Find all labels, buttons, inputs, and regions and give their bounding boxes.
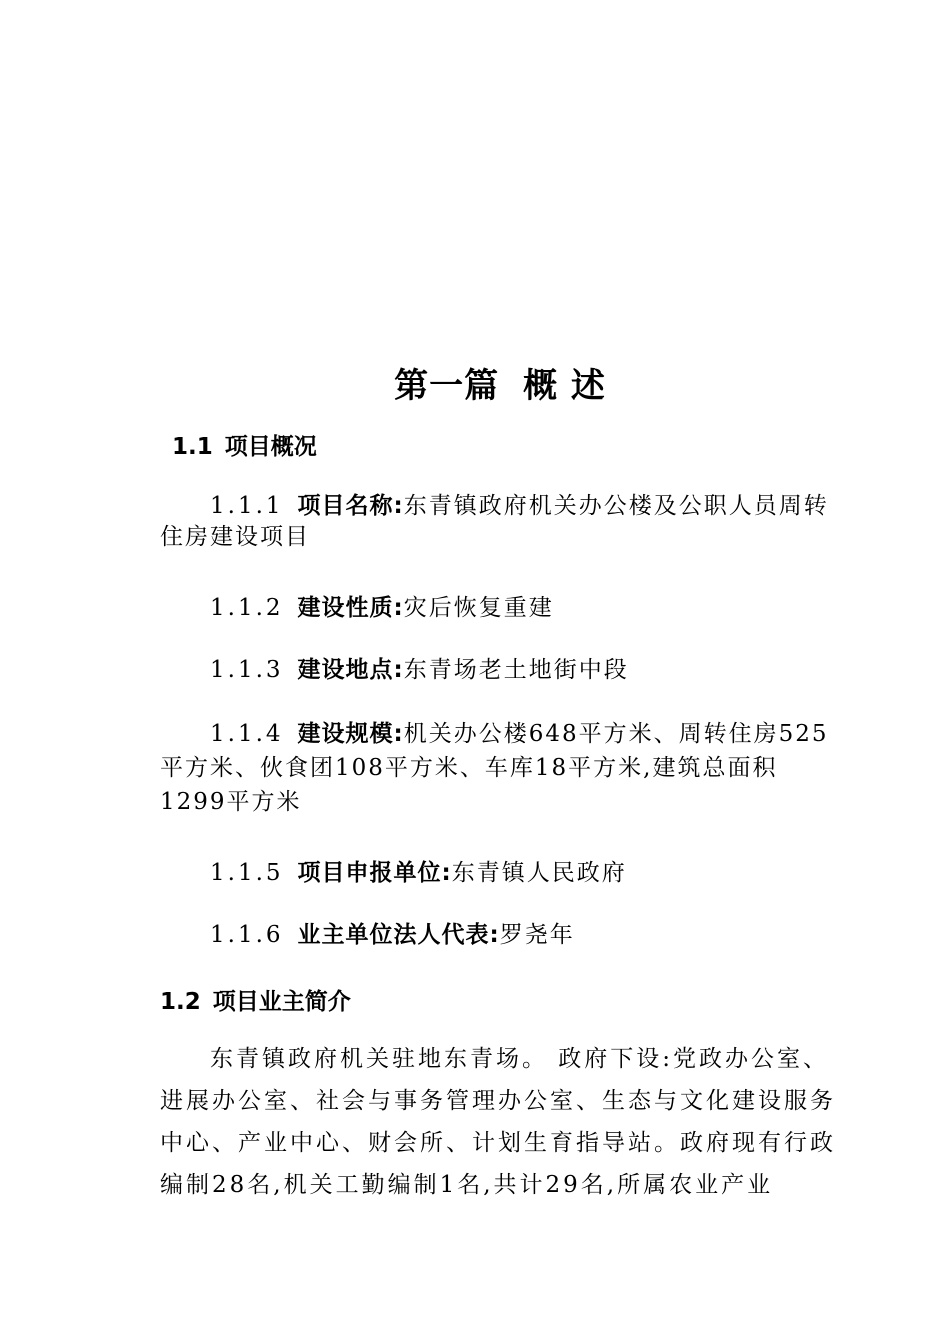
item-number: 1.1.1: [210, 493, 284, 519]
item-construction-site: [160, 655, 840, 686]
paragraph-text: 东青镇政府机关驻地东青场。 政府下设:党政办公室、进展办公室、社会与事务管理办公室、生态与文化建设服务中心、产业中心、财会所、计划生育指导站。政府现有行政编制28名,机关工勤编制1名,共计29名,所属农业产业: [160, 1046, 836, 1198]
item-legal-representative: [160, 920, 840, 951]
item-number: 1.1.2: [210, 595, 284, 621]
part-title-number: 第一篇: [394, 366, 500, 406]
section-heading-1-1: [172, 428, 317, 461]
item-value: 东青镇人民政府: [451, 860, 627, 886]
item-label: 项目名称:: [297, 493, 404, 519]
item-construction-scale: [160, 717, 840, 819]
section-number: 1.1: [172, 434, 213, 460]
item-construction-nature: [160, 593, 840, 624]
item-applicant-unit: [160, 858, 840, 889]
part-title: [0, 358, 950, 407]
item-label: 建设规模:: [297, 721, 404, 747]
item-value: 机关办公楼648平方米、周转住房525平方米、伙食团108平方米、车库18平方米,建筑总面积1299平方米: [160, 721, 829, 815]
item-project-name: [160, 491, 840, 553]
item-label: 业主单位法人代表:: [297, 922, 500, 948]
item-label: 建设地点:: [297, 657, 404, 683]
section-heading-1-2: [160, 983, 351, 1016]
item-value: 东青场老土地街中段: [403, 657, 629, 683]
owner-intro-paragraph: [160, 1038, 840, 1206]
item-value: 灾后恢复重建: [403, 595, 554, 621]
item-label: 建设性质:: [297, 595, 404, 621]
section-number: 1.2: [160, 989, 201, 1015]
section-title: 项目概况: [224, 434, 317, 460]
item-value: 罗尧年: [499, 922, 575, 948]
part-title-text: 概 述: [523, 366, 606, 406]
item-number: 1.1.5: [210, 860, 284, 886]
item-value: 东青镇政府机关办公楼及公职人员周转住房建设项目: [160, 493, 829, 550]
section-title: 项目业主简介: [212, 989, 351, 1015]
item-number: 1.1.3: [210, 657, 284, 683]
item-number: 1.1.6: [210, 922, 284, 948]
item-label: 项目申报单位:: [297, 860, 452, 886]
item-number: 1.1.4: [210, 721, 284, 747]
